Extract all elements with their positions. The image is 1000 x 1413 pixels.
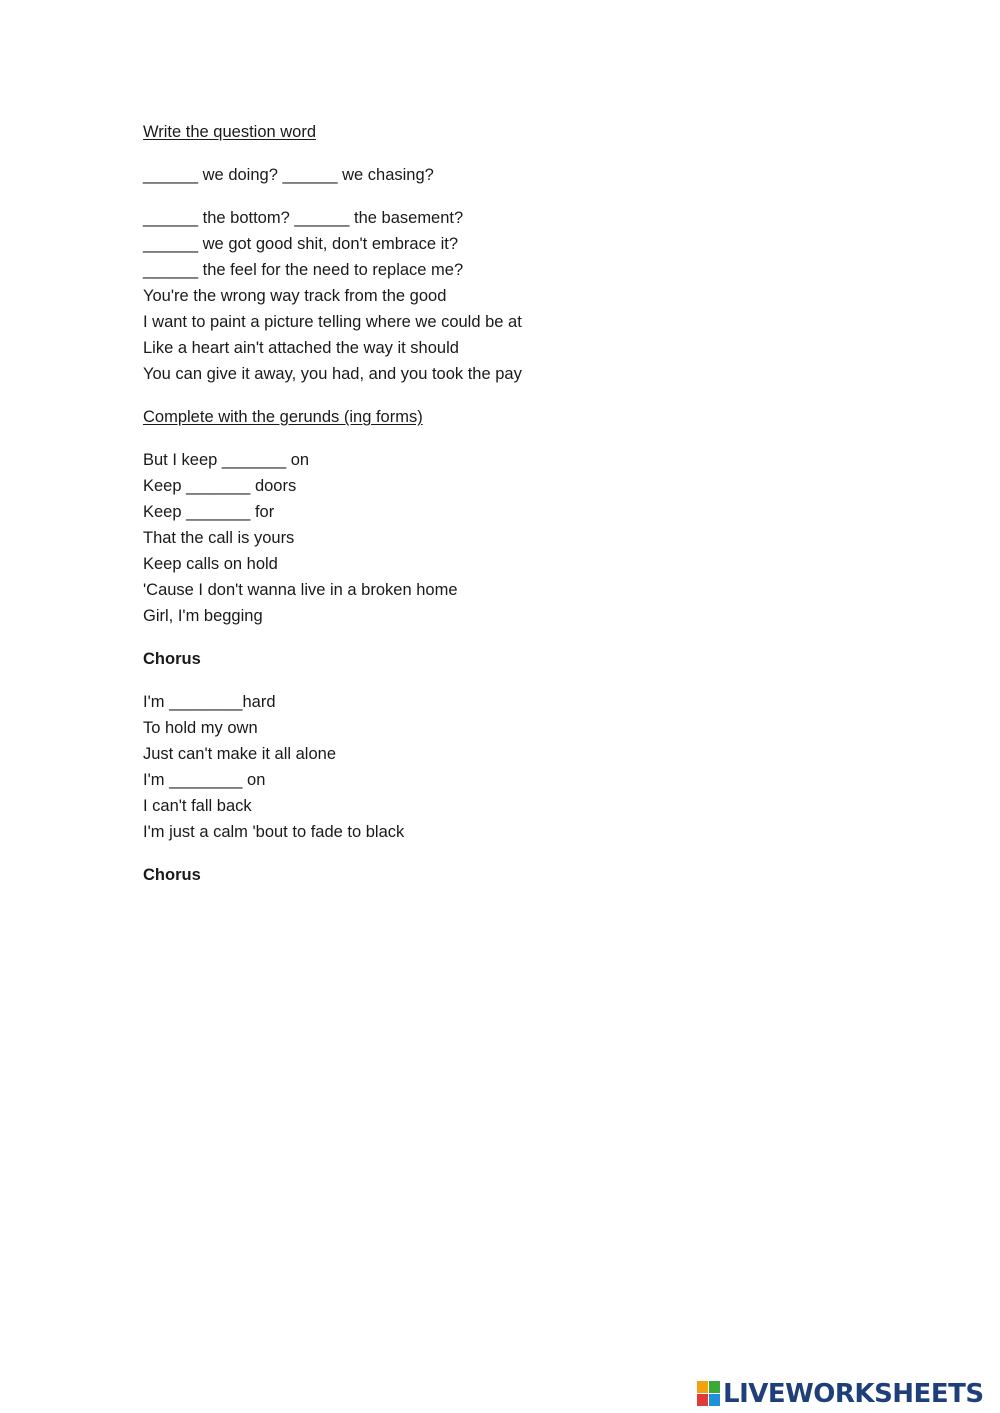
liveworksheets-logo-text: LIVEWORKSHEETS <box>723 1379 984 1409</box>
liveworksheets-logo-icon <box>697 1381 721 1407</box>
lyric-line: I'm ________ on <box>143 771 266 789</box>
spacer <box>143 672 743 689</box>
lyric-line: I want to paint a picture telling where we could be at <box>143 313 522 331</box>
lyric-line: I'm just a calm 'bout to fade to black <box>143 823 405 841</box>
lyric-line: ______ we got good shit, don't embrace it? <box>143 235 459 253</box>
worksheet-content <box>143 119 743 888</box>
spacer <box>143 430 743 447</box>
lyric-line: Girl, I'm begging <box>143 607 263 625</box>
spacer <box>143 188 743 205</box>
lyric-line: ______ the feel for the need to replace me? <box>143 261 464 279</box>
lyric-line: That the call is yours <box>143 529 295 547</box>
lyric-line: You're the wrong way track from the good <box>143 287 447 305</box>
spacer <box>143 145 743 162</box>
lyric-line: Like a heart ain't attached the way it should <box>143 339 459 357</box>
section-heading-gerunds: Complete with the gerunds (ing forms) <box>143 408 423 426</box>
lyric-line: I'm ________hard <box>143 693 276 711</box>
chorus-label: Chorus <box>143 650 201 668</box>
lyric-line: ______ we doing? ______ we chasing? <box>143 166 434 184</box>
lyric-line: ______ the bottom? ______ the basement? <box>143 209 464 227</box>
lyric-line: Keep _______ for <box>143 503 275 521</box>
lyric-line: Keep _______ doors <box>143 477 297 495</box>
lyric-line: To hold my own <box>143 719 258 737</box>
section-heading-question-word: Write the question word <box>143 123 317 141</box>
lyric-line: I can't fall back <box>143 797 252 815</box>
lyric-line: But I keep _______ on <box>143 451 310 469</box>
lyric-line: You can give it away, you had, and you took the pay <box>143 365 522 383</box>
lyric-line: Keep calls on hold <box>143 555 278 573</box>
liveworksheets-logo <box>697 1378 984 1410</box>
spacer <box>143 845 743 862</box>
lyric-line: Just can't make it all alone <box>143 745 336 763</box>
spacer <box>143 387 743 404</box>
lyric-line: 'Cause I don't wanna live in a broken home <box>143 581 458 599</box>
spacer <box>143 629 743 646</box>
chorus-label: Chorus <box>143 866 201 884</box>
